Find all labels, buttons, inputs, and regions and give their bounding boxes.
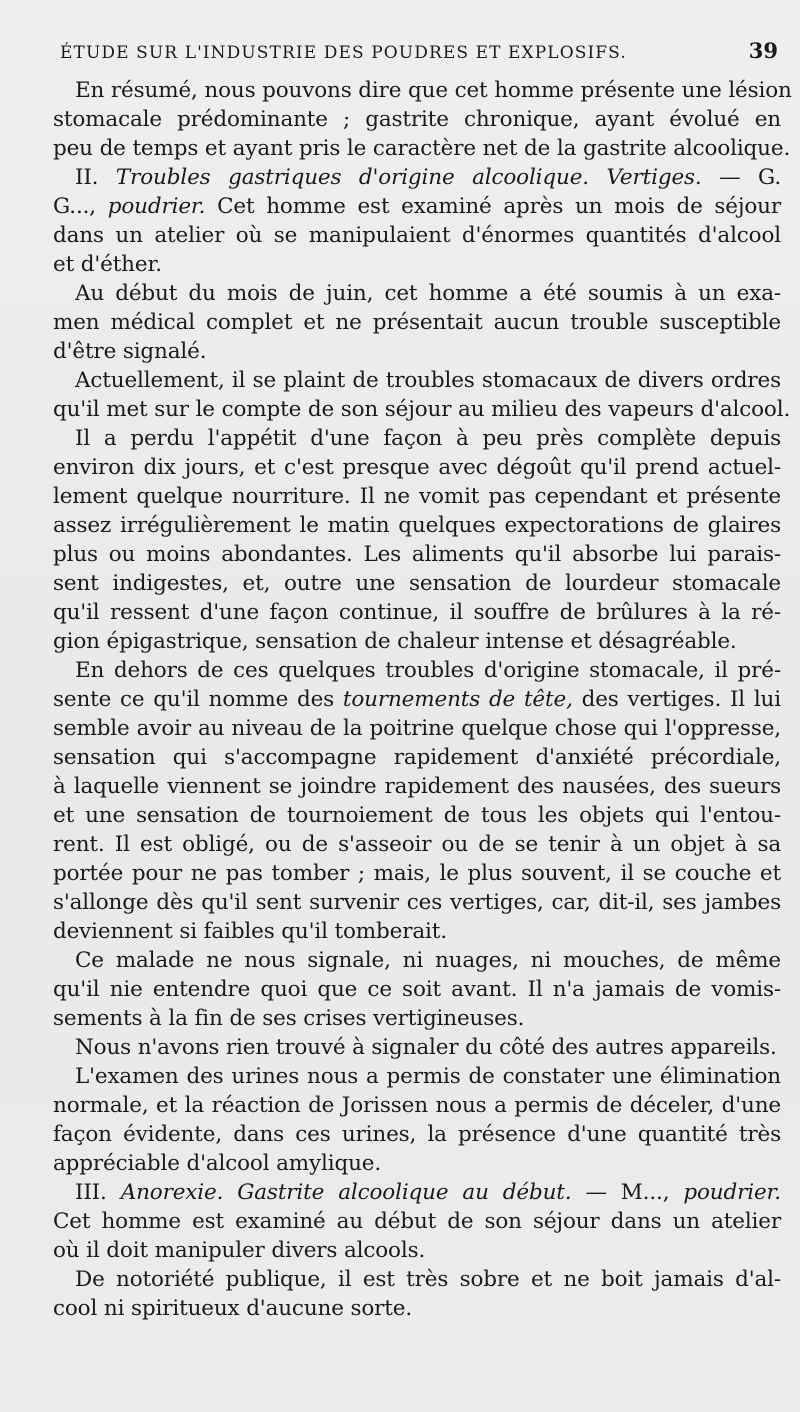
text-run: rent. Il est obligé, ou de s'asseoir ou de se tenir à un objet à sa bbox=[53, 832, 781, 857]
text-line bbox=[53, 250, 781, 279]
text-line bbox=[53, 540, 781, 569]
italic-text: Troubles gastriques d'origine alcoolique. Vertiges. bbox=[115, 165, 702, 190]
text-run: peu de temps et ayant pris le caractère net de la gastrite alcoolique. bbox=[53, 136, 791, 161]
text-run: En résumé, nous pouvons dire que cet homme présente une lésion bbox=[75, 78, 792, 103]
paragraph bbox=[53, 76, 792, 163]
italic-text: Anorexie. Gastrite alcoolique au début. bbox=[120, 1180, 572, 1205]
paragraph bbox=[53, 1178, 781, 1265]
text-line bbox=[53, 134, 791, 163]
text-line bbox=[53, 627, 781, 656]
text-run: III. bbox=[75, 1180, 121, 1205]
text-run: sente ce qu'il nomme des bbox=[53, 687, 343, 712]
text-line bbox=[53, 1004, 781, 1033]
text-run: L'examen des urines nous a permis de constater une élimination bbox=[75, 1064, 781, 1089]
text-line bbox=[53, 1062, 781, 1091]
text-line bbox=[53, 511, 781, 540]
text-run: sensation qui s'accompagne rapidement d'anxiété précordiale, bbox=[53, 745, 781, 770]
text-line bbox=[53, 1091, 781, 1120]
text-line bbox=[53, 975, 781, 1004]
text-line bbox=[53, 656, 781, 685]
text-line bbox=[53, 395, 791, 424]
text-run: G..., bbox=[53, 194, 108, 219]
paragraph bbox=[53, 1033, 781, 1062]
text-line bbox=[53, 946, 781, 975]
text-run: qu'il met sur le compte de son séjour au milieu des vapeurs d'alcool. bbox=[53, 397, 791, 422]
text-run: appréciable d'alcool amylique. bbox=[53, 1151, 382, 1176]
text-line bbox=[53, 105, 781, 134]
text-line bbox=[53, 453, 781, 482]
text-line bbox=[53, 801, 781, 830]
text-line bbox=[53, 1265, 781, 1294]
text-run: gion épigastrique, sensation de chaleur intense et désagréable. bbox=[53, 629, 737, 654]
text-line bbox=[53, 1294, 781, 1323]
text-run: Nous n'avons rien trouvé à signaler du côté des autres appareils. bbox=[75, 1035, 777, 1060]
italic-text: poudrier. bbox=[107, 194, 206, 219]
text-run: plus ou moins abondantes. Les aliments qu'il absorbe lui parais- bbox=[53, 542, 781, 567]
paragraph bbox=[53, 424, 781, 656]
paragraph bbox=[53, 946, 781, 1033]
text-line bbox=[53, 482, 781, 511]
text-line bbox=[53, 279, 781, 308]
paragraph bbox=[53, 656, 781, 946]
text-run: s'allonge dès qu'il sent survenir ces vertiges, car, dit-il, ses jambes bbox=[53, 890, 781, 915]
text-line bbox=[53, 598, 781, 627]
text-line bbox=[53, 830, 781, 859]
paragraph bbox=[53, 1062, 781, 1178]
text-run: cool ni spiritueux d'aucune sorte. bbox=[53, 1296, 413, 1321]
text-line bbox=[53, 424, 781, 453]
running-title: ÉTUDE SUR L'INDUSTRIE DES POUDRES ET EXPLOSIFS. bbox=[60, 43, 627, 63]
text-run: deviennent si faibles qu'il tomberait. bbox=[53, 919, 447, 944]
text-run: Ce malade ne nous signale, ni nuages, ni mouches, de même bbox=[75, 948, 781, 973]
text-run: sements à la fin de ses crises vertigineuses. bbox=[53, 1006, 525, 1031]
text-line bbox=[53, 888, 781, 917]
text-line bbox=[53, 1149, 781, 1178]
body-text bbox=[53, 76, 792, 1323]
text-run: et une sensation de tournoiement de tous les objets qui l'entou- bbox=[53, 803, 781, 828]
text-run: De notoriété publique, il est très sobre et ne boit jamais d'al- bbox=[75, 1267, 781, 1292]
text-run: Au début du mois de juin, cet homme a été soumis à un exa- bbox=[75, 281, 781, 306]
text-line bbox=[53, 1236, 781, 1265]
text-run: environ dix jours, et c'est presque avec dégoût qu'il prend actuel- bbox=[53, 455, 781, 480]
text-line bbox=[53, 685, 781, 714]
text-run: dans un atelier où se manipulaient d'énormes quantités d'alcool bbox=[53, 223, 781, 248]
text-run: — M..., bbox=[571, 1180, 684, 1205]
text-run: stomacale prédominante ; gastrite chronique, ayant évolué en bbox=[53, 107, 781, 132]
text-run: où il doit manipuler divers alcools. bbox=[53, 1238, 426, 1263]
text-run: Il a perdu l'appétit d'une façon à peu près complète depuis bbox=[75, 426, 781, 451]
text-run: portée pour ne pas tomber ; mais, le plus souvent, il se couche et bbox=[53, 861, 781, 886]
text-line bbox=[53, 1120, 781, 1149]
text-run: men médical complet et ne présentait aucun trouble susceptible bbox=[53, 310, 781, 335]
text-run: façon évidente, dans ces urines, la présence d'une quantité très bbox=[53, 1122, 781, 1147]
text-run: II. bbox=[75, 165, 116, 190]
paragraph bbox=[53, 366, 791, 424]
text-line bbox=[53, 917, 781, 946]
text-run: normale, et la réaction de Jorissen nous a permis de déceler, d'une bbox=[53, 1093, 781, 1118]
text-line bbox=[53, 221, 781, 250]
text-run: à laquelle viennent se joindre rapidement des nausées, des sueurs bbox=[53, 774, 781, 799]
text-run: et d'éther. bbox=[53, 252, 162, 277]
text-line bbox=[53, 859, 781, 888]
italic-text: tournements de tête, bbox=[342, 687, 573, 712]
text-line bbox=[53, 714, 781, 743]
paragraph bbox=[53, 163, 781, 279]
text-run: d'être signalé. bbox=[53, 339, 207, 364]
text-run: — G. bbox=[701, 165, 781, 190]
text-line bbox=[53, 1207, 781, 1236]
text-run: semble avoir au niveau de la poitrine quelque chose qui l'oppresse, bbox=[53, 716, 781, 741]
text-line bbox=[53, 1033, 781, 1062]
text-run: des vertiges. Il lui bbox=[572, 687, 781, 712]
text-line bbox=[53, 1178, 781, 1207]
text-run: En dehors de ces quelques troubles d'origine stomacale, il pré- bbox=[75, 658, 781, 683]
text-line bbox=[53, 76, 792, 105]
text-run: assez irrégulièrement le matin quelques expectorations de glaires bbox=[53, 513, 781, 538]
text-run: lement quelque nourriture. Il ne vomit pas cependant et présente bbox=[53, 484, 781, 509]
paragraph bbox=[53, 279, 781, 366]
paragraph bbox=[53, 1265, 781, 1323]
text-line bbox=[53, 337, 781, 366]
italic-text: poudrier. bbox=[683, 1180, 781, 1205]
text-line bbox=[53, 192, 781, 221]
text-line bbox=[53, 366, 781, 395]
text-run: Cet homme est examiné au début de son séjour dans un atelier bbox=[53, 1209, 781, 1234]
text-run: qu'il nie entendre quoi que ce soit avant. Il n'a jamais de vomis- bbox=[53, 977, 781, 1002]
text-line bbox=[53, 569, 781, 598]
text-run: Actuellement, il se plaint de troubles stomacaux de divers ordres bbox=[75, 368, 781, 393]
text-line bbox=[53, 743, 781, 772]
text-line bbox=[53, 772, 781, 801]
text-run: qu'il ressent d'une façon continue, il souffre de brûlures à la ré- bbox=[53, 600, 781, 625]
text-run: sent indigestes, et, outre une sensation de lourdeur stomacale bbox=[53, 571, 781, 596]
page-number: 39 bbox=[748, 38, 778, 63]
text-line bbox=[53, 163, 781, 192]
text-line bbox=[53, 308, 781, 337]
text-run: Cet homme est examiné après un mois de séjour bbox=[205, 194, 782, 219]
running-header bbox=[60, 38, 778, 70]
